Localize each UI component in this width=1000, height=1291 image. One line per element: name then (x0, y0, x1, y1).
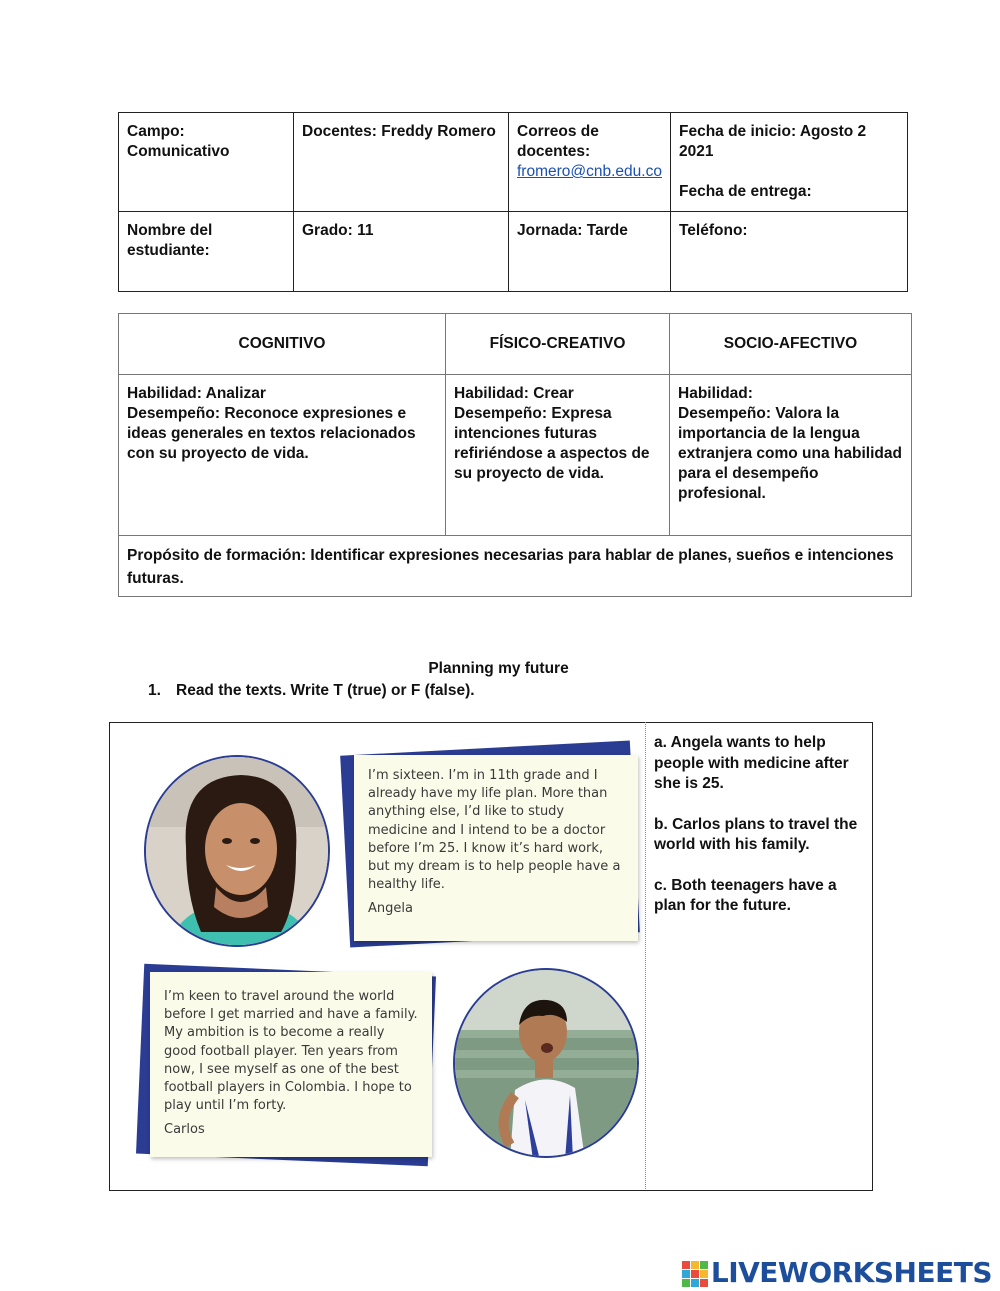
statement-b: b. Carlos plans to travel the world with his family. (654, 815, 858, 853)
socio-afectivo-cell (670, 375, 912, 536)
skills-table (118, 313, 912, 597)
angela-text: I’m sixteen. I’m in 11th grade and I already have my life plan. More than anything else, I’d like to study medicine and I intend to be a doctor before I’m 25. I know it’s hard work, but my dream is to help people have a healthy life. (368, 768, 621, 893)
correos-label: Correos de docentes: (517, 123, 599, 160)
fecha-inicio: Fecha de inicio: Agosto 2 2021 (678, 123, 867, 160)
angela-signature: Angela (368, 901, 413, 917)
grado-cell: Grado: 11 (294, 212, 509, 292)
instruction-text: Read the texts. Write T (true) or F (false). (176, 682, 475, 699)
header-socio-afectivo: SOCIO-AFECTIVO (670, 314, 912, 375)
carlos-text: I’m keen to travel around the world before I get married and have a family. My ambition is to become a really good football player. Ten years from now, I see myself as one of the best football players in Colombia. I hope to play until I’m forty. (164, 989, 418, 1114)
habilidad-text: Habilidad: (678, 385, 753, 402)
docentes-cell: Docentes: Freddy Romero (294, 113, 509, 212)
correos-cell (509, 113, 671, 212)
instruction-number: 1. (148, 682, 161, 699)
campo-cell: Campo: Comunicativo (119, 113, 294, 212)
cognitivo-cell (119, 375, 446, 536)
statements-list (654, 733, 869, 937)
angela-photo (144, 755, 330, 947)
habilidad-text: Habilidad: Analizar (127, 385, 266, 402)
statement-c: c. Both teenagers have a plan for the future. (654, 876, 837, 914)
liveworksheets-logo-icon (682, 1261, 708, 1287)
fecha-entrega: Fecha de entrega: (678, 183, 812, 200)
angela-portrait-image (146, 757, 330, 947)
header-fisico-creativo: FÍSICO-CREATIVO (446, 314, 670, 375)
section-title: Planning my future (428, 660, 569, 677)
jornada-cell: Jornada: Tarde (509, 212, 671, 292)
angela-note (354, 755, 638, 941)
habilidad-text: Habilidad: Crear (454, 385, 574, 402)
info-table (118, 112, 908, 292)
activity-divider (645, 722, 646, 1189)
footer-brand-text: LIVEWORKSHEETS (710, 1256, 992, 1289)
header-cognitivo: COGNITIVO (119, 314, 446, 375)
footer-brand (682, 1256, 992, 1289)
telefono-cell: Teléfono: (670, 212, 907, 292)
carlos-note (150, 972, 432, 1157)
fechas-cell (670, 113, 907, 212)
proposito-cell: Propósito de formación: Identificar expresiones necesarias para hablar de planes, sueños e intenciones futuras. (119, 536, 912, 597)
carlos-signature: Carlos (164, 1122, 205, 1138)
desempeno-text: Desempeño: Reconoce expresiones e ideas generales en textos relacionados con su proyecto de vida. (127, 405, 416, 462)
carlos-photo (453, 968, 639, 1158)
carlos-portrait-image (455, 970, 639, 1158)
desempeno-text: Desempeño: Valora la importancia de la lengua extranjera como una habilidad para el desempeño profesional. (678, 405, 902, 502)
email-link[interactable]: fromero@cnb.edu.co (517, 163, 662, 180)
statement-a: a. Angela wants to help people with medicine after she is 25. (654, 734, 849, 792)
desempeno-text: Desempeño: Expresa intenciones futuras refiriéndose a aspectos de su proyecto de vida. (454, 405, 650, 482)
fisico-creativo-cell (446, 375, 670, 536)
nombre-cell: Nombre del estudiante: (119, 212, 294, 292)
instruction (148, 682, 475, 700)
